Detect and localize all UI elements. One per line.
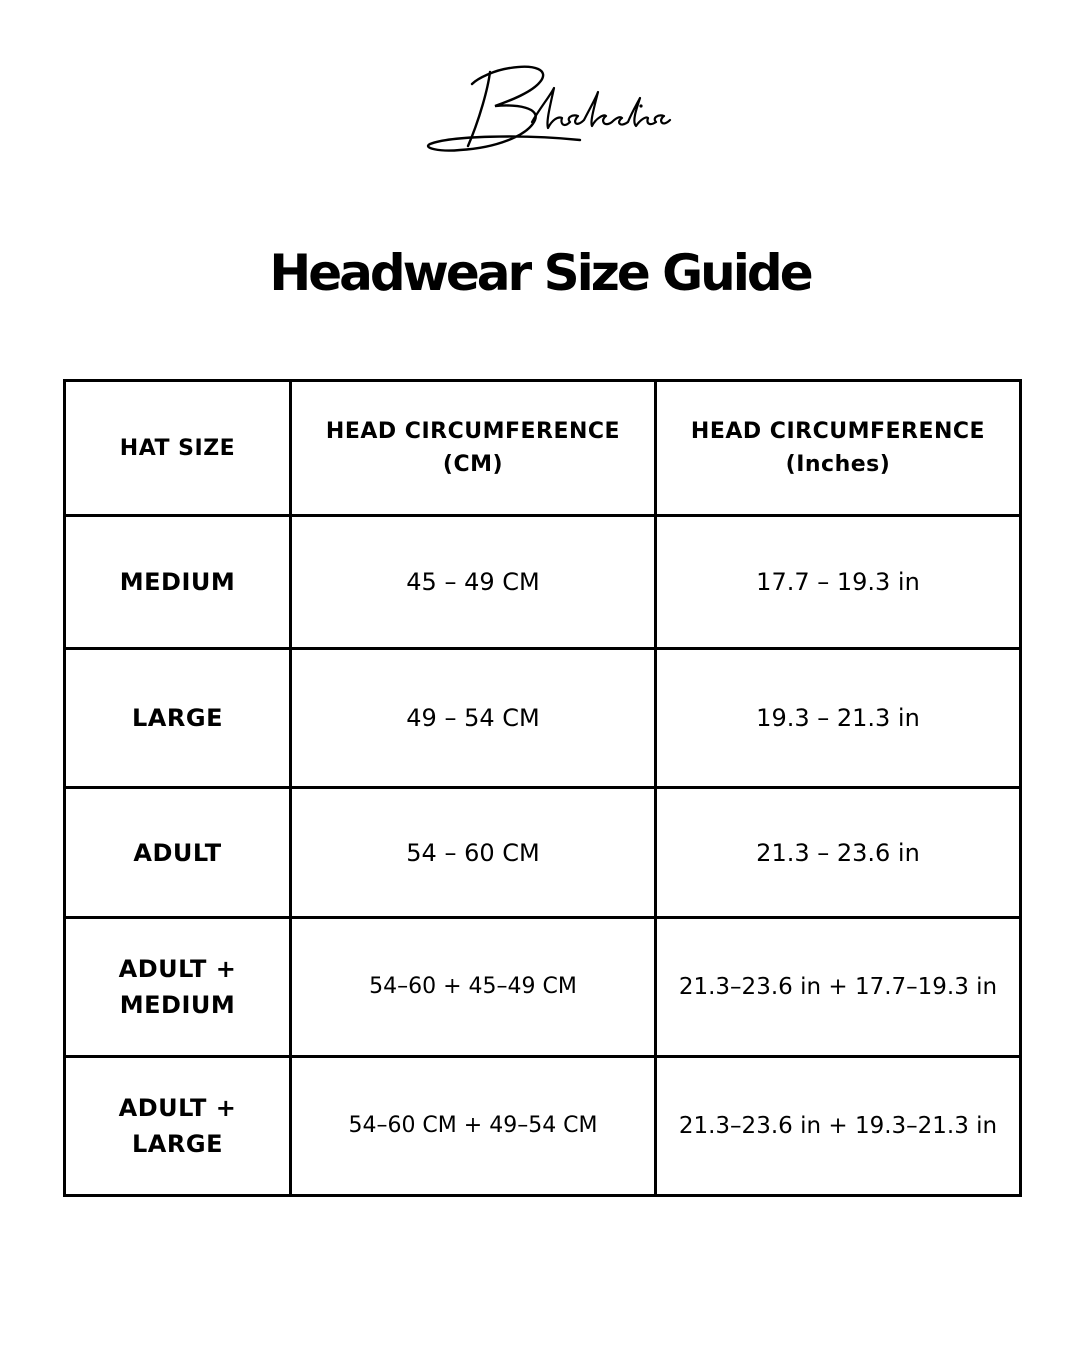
size-label-line1: ADULT + (118, 1094, 237, 1122)
table-header-row (65, 381, 1021, 516)
table-row (65, 918, 1021, 1057)
brand-logo (400, 48, 680, 168)
table-row (65, 516, 1021, 649)
header-head-circumference-inches (656, 381, 1021, 516)
row-size-adult (65, 788, 291, 918)
row-inches-value: 19.3 – 21.3 in (656, 649, 1021, 788)
row-cm-value: 49 – 54 CM (291, 649, 656, 788)
table-row (65, 788, 1021, 918)
size-label-line1: LARGE (132, 704, 223, 732)
row-cm-value: 45 – 49 CM (291, 516, 656, 649)
size-guide-table (63, 379, 1022, 1197)
size-label-line2: MEDIUM (119, 991, 236, 1019)
row-size-medium (65, 516, 291, 649)
header-hat-size (65, 381, 291, 516)
size-label-line2: LARGE (132, 1130, 223, 1158)
size-label-line1: MEDIUM (119, 568, 236, 596)
size-label-line1: ADULT (133, 838, 222, 867)
row-inches-value: 21.3–23.6 in + 19.3–21.3 in (656, 1057, 1021, 1196)
row-cm-value: 54 – 60 CM (291, 788, 656, 918)
row-size-large (65, 649, 291, 788)
row-cm-value: 54–60 + 45–49 CM (291, 918, 656, 1057)
header-head-circumference-cm (291, 381, 656, 516)
blackskies-signature-logo (400, 48, 680, 168)
header-in-line1: HEAD CIRCUMFERENCE (690, 419, 986, 444)
header-cm-line1: HEAD CIRCUMFERENCE (325, 419, 621, 444)
size-label-line1: ADULT + (118, 955, 237, 983)
row-size-adult-large (65, 1057, 291, 1196)
row-inches-value: 21.3–23.6 in + 17.7–19.3 in (656, 918, 1021, 1057)
table-row (65, 649, 1021, 788)
row-size-adult-medium (65, 918, 291, 1057)
table-row (65, 1057, 1021, 1196)
row-cm-value: 54–60 CM + 49–54 CM (291, 1057, 656, 1196)
header-hat-size-label: HAT SIZE (119, 435, 236, 461)
page-title: Headwear Size Guide (269, 244, 811, 302)
header-cm-line2: (CM) (442, 452, 504, 477)
header-in-line2: (Inches) (785, 452, 891, 477)
row-inches-value: 21.3 – 23.6 in (656, 788, 1021, 918)
row-inches-value: 17.7 – 19.3 in (656, 516, 1021, 649)
